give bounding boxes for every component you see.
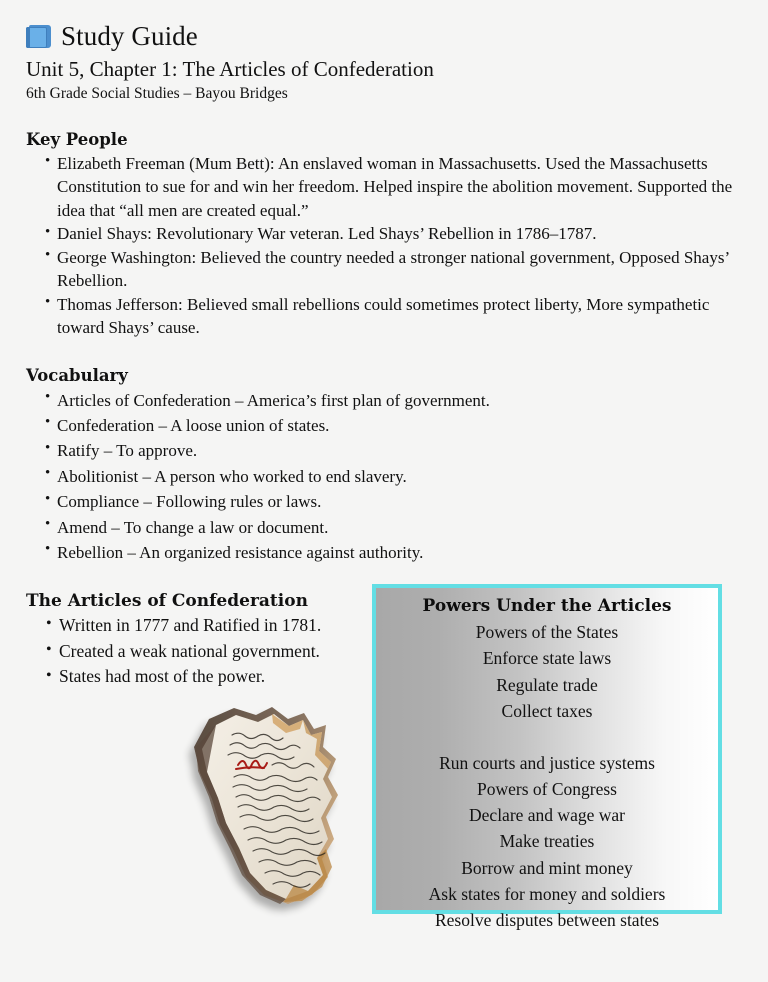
list-item: • States had most of the power.	[26, 664, 356, 690]
powers-box-list	[382, 619, 712, 933]
bottom-area	[26, 591, 742, 930]
list-item: Borrow and mint money	[461, 857, 633, 878]
list-item: Regulate trade	[496, 674, 598, 695]
list-item: Powers of Congress	[477, 779, 617, 800]
page-title-text: Study Guide	[61, 21, 198, 51]
list-item: • George Washington: Believed the country needed a stronger national government, Opposed Shays’ Rebellion.	[26, 246, 742, 293]
list-item: • Articles of Confederation – America’s first plan of government.	[26, 388, 742, 413]
list-item: • Amend – To change a law or document.	[26, 515, 742, 540]
section-vocabulary	[26, 366, 742, 566]
list-item: Resolve disputes between states	[434, 909, 660, 930]
list-item: • Ratify – To approve.	[26, 438, 742, 463]
list-item: Powers of the States	[475, 622, 619, 643]
list-item: • Thomas Jefferson: Believed small rebellions could sometimes protect liberty, More sympathetic toward Shays’ cause.	[26, 293, 742, 340]
list-item: Make treaties	[499, 831, 595, 852]
burned-parchment-document	[176, 699, 376, 917]
list-item: • Daniel Shays: Revolutionary War veteran. Led Shays’ Rebellion in 1786–1787.	[26, 222, 742, 246]
list-item: • Created a weak national government.	[26, 639, 356, 665]
list-item: • Written in 1777 and Ratified in 1781.	[26, 613, 356, 639]
powers-box-title: Powers Under the Articles	[422, 596, 672, 617]
list-item: • Compliance – Following rules or laws.	[26, 489, 742, 514]
articles-list	[26, 613, 356, 690]
vocabulary-list	[26, 388, 742, 566]
key-people-list	[26, 152, 742, 340]
list-item: • Rebellion – An organized resistance against authority.	[26, 540, 742, 565]
page-title	[26, 22, 742, 50]
list-item: Collect taxes	[501, 700, 593, 721]
powers-under-the-articles-box	[372, 584, 722, 930]
course-line: 6th Grade Social Studies – Bayou Bridges	[26, 85, 288, 103]
list-item: Enforce state laws	[482, 648, 612, 669]
blue-book-icon	[26, 24, 52, 50]
key-people-heading: Key People	[26, 129, 128, 149]
vocabulary-heading: Vocabulary	[26, 365, 128, 385]
list-item: Declare and wage war	[469, 805, 625, 826]
articles-heading: The Articles of Confederation	[26, 591, 308, 612]
list-item: Ask states for money and soldiers	[428, 883, 666, 904]
section-key-people	[26, 130, 742, 340]
list-item: • Abolitionist – A person who worked to end slavery.	[26, 464, 742, 489]
list-item: Run courts and justice systems	[439, 752, 655, 773]
section-articles-of-confederation	[26, 591, 356, 690]
unit-chapter-subtitle: Unit 5, Chapter 1: The Articles of Confederation	[26, 57, 434, 82]
list-item: • Confederation – A loose union of states.	[26, 413, 742, 438]
list-item-spacer	[382, 724, 712, 750]
list-item: • Elizabeth Freeman (Mum Bett): An enslaved woman in Massachusetts. Used the Massachusetts Constitution to sue for and win her freedom. Helped inspire the abolition movement. Supported the idea that “all men are created equal.”	[26, 152, 742, 223]
